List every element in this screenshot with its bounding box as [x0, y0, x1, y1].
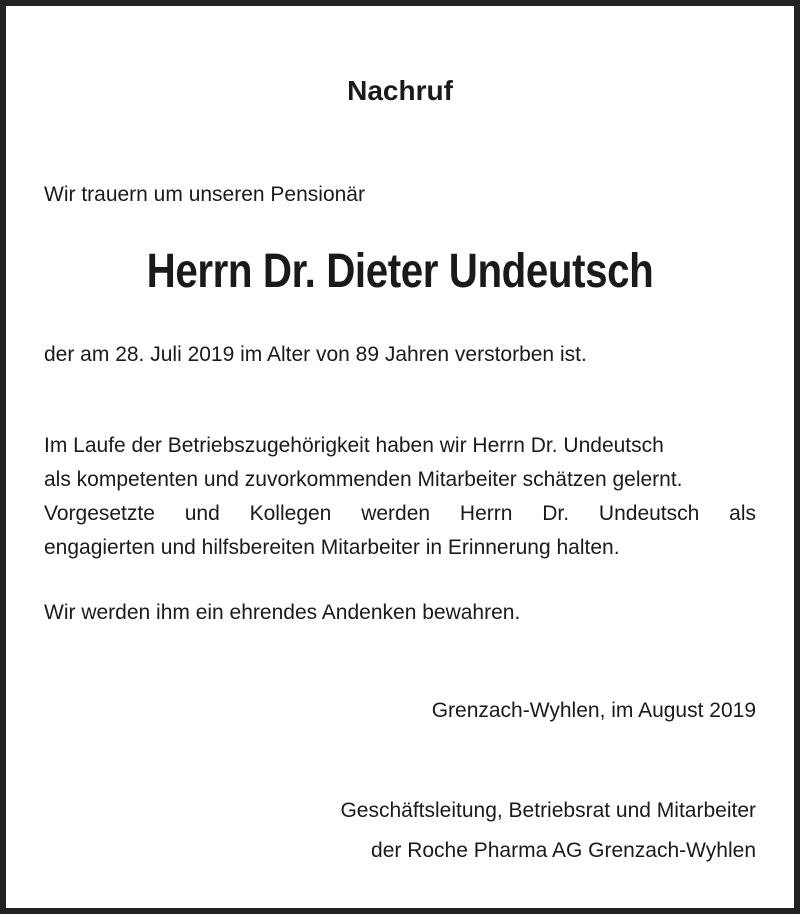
tribute-line: engagierten und hilfsbereiten Mitarbeiter in Erinnerung halten.: [44, 536, 620, 559]
signature-line-2: der Roche Pharma AG Grenzach-Wyhlen: [371, 839, 756, 862]
notice-heading: Nachruf: [347, 75, 453, 106]
closing-line: Wir werden ihm ein ehrendes Andenken bewahren.: [44, 601, 521, 624]
death-date-line: der am 28. Juli 2019 im Alter von 89 Jahren verstorben ist.: [44, 343, 587, 366]
signature-line-1: Geschäftsleitung, Betriebsrat und Mitarbeiter: [340, 799, 756, 822]
tribute-line: Im Laufe der Betriebszugehörigkeit haben wir Herrn Dr. Undeutsch: [44, 434, 664, 457]
tribute-line: als kompetenten und zuvorkommenden Mitarbeiter schätzen gelernt.: [44, 468, 683, 491]
intro-line: Wir trauern um unseren Pensionär: [44, 183, 365, 206]
deceased-name: Herrn Dr. Dieter Undeutsch: [146, 245, 654, 298]
tribute-line: Vorgesetzte und Kollegen werden Herrn Dr. Undeutsch als: [44, 502, 756, 525]
place-date: Grenzach-Wyhlen, im August 2019: [431, 699, 756, 722]
tribute-paragraph: [44, 429, 756, 565]
